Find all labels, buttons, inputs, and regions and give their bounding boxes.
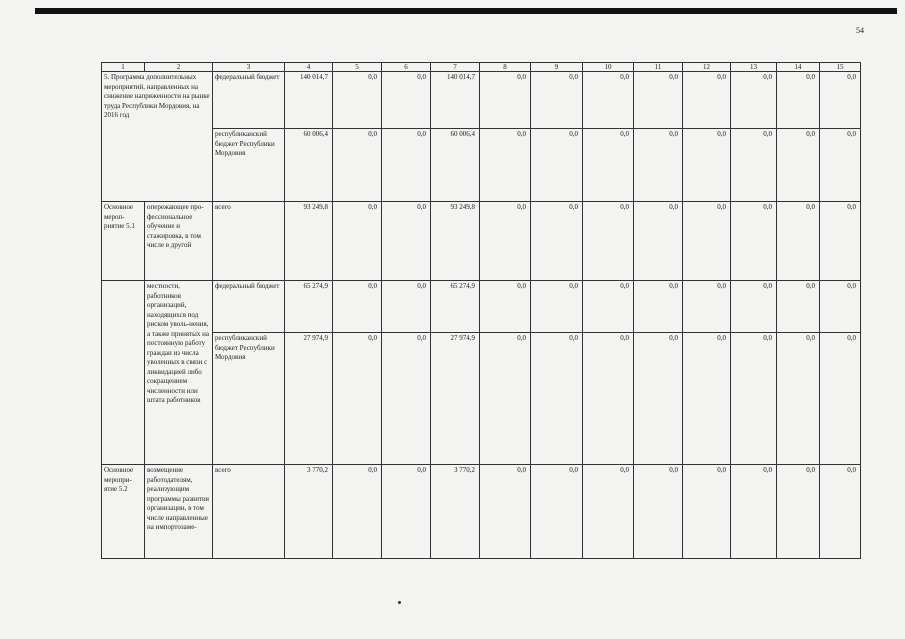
funding-source: всего xyxy=(213,465,285,559)
value-cell: 27 974,9 xyxy=(431,333,480,465)
page-number: 54 xyxy=(856,26,864,35)
measure-label: Основное меропри-ятие 5.2 xyxy=(102,465,145,559)
value-cell: 0,0 xyxy=(480,202,531,281)
table-row xyxy=(102,465,861,559)
header-cell: 7 xyxy=(431,63,480,72)
table-row xyxy=(102,72,861,129)
header-cell: 12 xyxy=(683,63,731,72)
value-cell: 0,0 xyxy=(777,129,820,202)
value-cell: 0,0 xyxy=(820,281,861,333)
value-cell: 0,0 xyxy=(583,281,634,333)
value-cell: 65 274,9 xyxy=(285,281,333,333)
header-cell: 10 xyxy=(583,63,634,72)
value-cell: 0,0 xyxy=(820,72,861,129)
table-row xyxy=(102,281,861,333)
measure-description: возмещение работодателям, реализующим программы развития организации, в том числе направленные на импортозаме- xyxy=(145,465,213,559)
value-cell: 0,0 xyxy=(683,465,731,559)
value-cell: 0,0 xyxy=(480,281,531,333)
header-row xyxy=(102,63,861,72)
value-cell: 0,0 xyxy=(531,465,583,559)
value-cell: 3 770,2 xyxy=(285,465,333,559)
value-cell: 0,0 xyxy=(820,333,861,465)
measure-description: опережающее про-фессиональное обучение и стажировка, в том числе в другой xyxy=(145,202,213,281)
value-cell: 0,0 xyxy=(480,72,531,129)
value-cell: 0,0 xyxy=(333,281,382,333)
budget-table xyxy=(101,62,861,559)
value-cell: 0,0 xyxy=(480,129,531,202)
table-row xyxy=(102,333,861,465)
value-cell: 0,0 xyxy=(777,202,820,281)
value-cell: 0,0 xyxy=(683,202,731,281)
value-cell: 0,0 xyxy=(531,333,583,465)
value-cell: 0,0 xyxy=(382,465,431,559)
funding-source: всего xyxy=(213,202,285,281)
value-cell: 0,0 xyxy=(382,129,431,202)
value-cell: 93 249,8 xyxy=(285,202,333,281)
value-cell: 0,0 xyxy=(777,465,820,559)
header-cell: 13 xyxy=(731,63,777,72)
value-cell: 0,0 xyxy=(777,281,820,333)
value-cell: 0,0 xyxy=(531,129,583,202)
value-cell: 0,0 xyxy=(333,465,382,559)
funding-source: республиканский бюджет Республики Мордовия xyxy=(213,333,285,465)
value-cell: 0,0 xyxy=(634,202,683,281)
header-cell: 15 xyxy=(820,63,861,72)
value-cell: 0,0 xyxy=(583,202,634,281)
value-cell: 0,0 xyxy=(634,72,683,129)
value-cell: 60 006,4 xyxy=(431,129,480,202)
header-cell: 4 xyxy=(285,63,333,72)
scan-speck xyxy=(398,601,401,604)
header-cell: 2 xyxy=(145,63,213,72)
value-cell: 0,0 xyxy=(777,72,820,129)
value-cell: 0,0 xyxy=(333,129,382,202)
value-cell: 27 974,9 xyxy=(285,333,333,465)
value-cell: 0,0 xyxy=(333,72,382,129)
funding-source: федеральный бюджет xyxy=(213,72,285,129)
header-cell: 6 xyxy=(382,63,431,72)
table-row xyxy=(102,202,861,281)
value-cell: 0,0 xyxy=(480,465,531,559)
header-cell: 5 xyxy=(333,63,382,72)
header-cell: 3 xyxy=(213,63,285,72)
funding-source: федеральный бюджет xyxy=(213,281,285,333)
measure-label: Основное мероп-риятие 5.1 xyxy=(102,202,145,281)
value-cell: 0,0 xyxy=(820,129,861,202)
value-cell: 0,0 xyxy=(531,281,583,333)
value-cell: 0,0 xyxy=(683,281,731,333)
value-cell: 0,0 xyxy=(531,202,583,281)
value-cell: 0,0 xyxy=(333,202,382,281)
value-cell: 0,0 xyxy=(480,333,531,465)
value-cell: 0,0 xyxy=(731,202,777,281)
value-cell: 0,0 xyxy=(583,129,634,202)
value-cell: 0,0 xyxy=(583,465,634,559)
value-cell: 60 006,4 xyxy=(285,129,333,202)
value-cell: 0,0 xyxy=(634,465,683,559)
value-cell: 0,0 xyxy=(731,333,777,465)
value-cell: 140 014,7 xyxy=(285,72,333,129)
value-cell: 0,0 xyxy=(820,202,861,281)
value-cell: 0,0 xyxy=(634,281,683,333)
value-cell: 0,0 xyxy=(731,465,777,559)
value-cell: 0,0 xyxy=(731,72,777,129)
measure-description: местности, работников организаций, находящихся под риском уволь-нения, а также принятых на постоянную работу граждан из числа уволенных в связи с ликвидацией либо сокращением численности или штата работников xyxy=(145,281,213,465)
funding-source: республиканский бюджет Республики Мордовия xyxy=(213,129,285,202)
value-cell: 3 770,2 xyxy=(431,465,480,559)
value-cell: 0,0 xyxy=(683,129,731,202)
value-cell: 0,0 xyxy=(382,333,431,465)
header-cell: 11 xyxy=(634,63,683,72)
header-cell: 9 xyxy=(531,63,583,72)
value-cell: 0,0 xyxy=(683,333,731,465)
value-cell: 0,0 xyxy=(634,129,683,202)
top-border-bar xyxy=(35,8,897,14)
program-title: 5. Программа дополнительных мероприятий, направленных на снижение напряженности на рынке труда Республики Мордовия, на 2016 год xyxy=(102,72,213,202)
blank-cell xyxy=(102,281,145,465)
header-cell: 1 xyxy=(102,63,145,72)
value-cell: 0,0 xyxy=(731,281,777,333)
value-cell: 0,0 xyxy=(333,333,382,465)
value-cell: 65 274,9 xyxy=(431,281,480,333)
value-cell: 0,0 xyxy=(777,333,820,465)
value-cell: 0,0 xyxy=(382,202,431,281)
value-cell: 0,0 xyxy=(820,465,861,559)
table-row xyxy=(102,129,861,202)
value-cell: 0,0 xyxy=(382,72,431,129)
value-cell: 0,0 xyxy=(531,72,583,129)
value-cell: 0,0 xyxy=(583,72,634,129)
value-cell: 93 249,8 xyxy=(431,202,480,281)
value-cell: 0,0 xyxy=(731,129,777,202)
value-cell: 0,0 xyxy=(634,333,683,465)
value-cell: 140 014,7 xyxy=(431,72,480,129)
value-cell: 0,0 xyxy=(583,333,634,465)
value-cell: 0,0 xyxy=(382,281,431,333)
header-cell: 8 xyxy=(480,63,531,72)
value-cell: 0,0 xyxy=(683,72,731,129)
header-cell: 14 xyxy=(777,63,820,72)
